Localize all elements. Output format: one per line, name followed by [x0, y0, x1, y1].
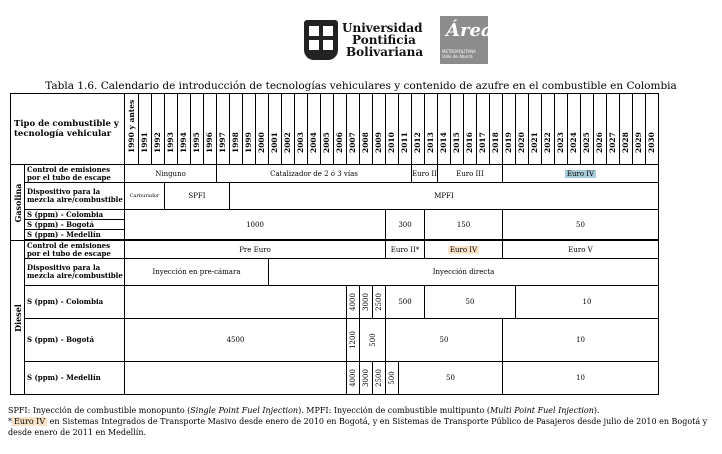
cell: 10 — [503, 319, 659, 362]
diesel-s-colombia-row — [11, 286, 659, 319]
cell: 4000 — [347, 286, 360, 319]
year-header: 2016 — [464, 94, 477, 165]
footnotes — [8, 405, 720, 438]
year-header: 2029 — [633, 94, 646, 165]
cell: Inyección directa — [269, 259, 659, 286]
amva-logo: Área METROPOLITANA Valle de Aburrá — [440, 16, 488, 64]
table-caption: Tabla 1.6. Calendario de introducción de tecnologías vehiculares y contenido de azufre en el combustible en Colombia — [45, 80, 677, 92]
diesel-mezcla-row — [11, 259, 659, 286]
cell: 4500 — [125, 319, 347, 362]
row-label: S (ppm) - Bogotá — [25, 319, 125, 362]
cell: Euro II — [412, 165, 438, 183]
year-header: 2018 — [490, 94, 503, 165]
cell: 300 — [386, 210, 425, 240]
year-header: 2005 — [321, 94, 334, 165]
row-label: S (ppm) - Bogotá — [25, 220, 125, 230]
year-header: 1995 — [191, 94, 204, 165]
cell: Euro II* — [386, 241, 425, 259]
row-label: S (ppm) - Medellín — [25, 362, 125, 395]
row-label: Control de emisiones por el tubo de escape — [25, 165, 125, 183]
year-header: 2024 — [568, 94, 581, 165]
year-header: 2009 — [373, 94, 386, 165]
year-header: 1991 — [139, 94, 152, 165]
cell: Carburador — [125, 183, 165, 210]
year-header: 2022 — [542, 94, 555, 165]
year-header: 2023 — [555, 94, 568, 165]
cell: Euro V — [503, 241, 659, 259]
shield-icon — [304, 20, 338, 60]
vehicle-technology-table — [10, 93, 659, 395]
year-header: 1997 — [217, 94, 230, 165]
year-header: 2028 — [620, 94, 633, 165]
year-header: 2021 — [529, 94, 542, 165]
cell: Euro III — [438, 165, 503, 183]
cell: Ninguno — [125, 165, 217, 183]
cell: 50 — [399, 362, 503, 395]
cell — [125, 362, 347, 395]
year-header: 2003 — [295, 94, 308, 165]
footnote-1: SPFI: Inyección de combustible monopunto (Single Point Fuel Injection). MPFI: Inyección de combustible multipunto (Multi Point Fuel Injection). — [8, 406, 600, 415]
year-header: 2015 — [451, 94, 464, 165]
year-header: 2007 — [347, 94, 360, 165]
cell: Catalizador de 2 ó 3 vías — [217, 165, 412, 183]
year-header: 2030 — [646, 94, 659, 165]
gas-mezcla-row — [11, 183, 659, 210]
row-label: Dispositivo para la mezcla aire/combustible — [25, 183, 125, 210]
year-header: 1996 — [204, 94, 217, 165]
year-header: 2026 — [594, 94, 607, 165]
year-header: 2001 — [269, 94, 282, 165]
year-header: 1993 — [165, 94, 178, 165]
year-header: 2006 — [334, 94, 347, 165]
cell: 3000 — [360, 362, 373, 395]
diesel-s-bogota-row — [11, 319, 659, 362]
cell: 50 — [503, 210, 659, 240]
cell — [125, 286, 347, 319]
year-header: 1999 — [243, 94, 256, 165]
cell: 2500 — [373, 286, 386, 319]
cell: 10 — [516, 286, 659, 319]
year-header-row — [11, 94, 659, 165]
header-cell: Tipo de combustible y tecnología vehicular — [11, 94, 125, 165]
row-label: Dispositivo para la mezcla aire/combustible — [25, 259, 125, 286]
gas-control-row — [11, 165, 659, 183]
year-header: 2012 — [412, 94, 425, 165]
diesel-s-medellin-row — [11, 362, 659, 395]
footnote-2: * Euro IV en Sistemas Integrados de Transporte Masivo desde enero de 2010 en Bogotá, y en Sistemas de Transporte Público de Pasajeros desde julio de 2010 en Bogotá y desde enero de 2011 en Medellín. — [8, 417, 708, 437]
cell: 10 — [503, 362, 659, 395]
cell: Pre Euro — [125, 241, 386, 259]
year-header: 2011 — [399, 94, 412, 165]
cell: 500 — [386, 286, 425, 319]
year-header: 2002 — [282, 94, 295, 165]
row-label: S (ppm) - Colombia — [25, 286, 125, 319]
row-label: S (ppm) - Colombia — [25, 210, 125, 220]
cell: Euro IV — [425, 241, 503, 259]
upb-logo — [300, 16, 435, 64]
cell: Euro IV — [503, 165, 659, 183]
group-label-gasolina: Gasolina — [11, 165, 25, 241]
year-header: 2027 — [607, 94, 620, 165]
upb-name: Universidad Pontificia Bolivariana — [342, 21, 424, 59]
logo-area — [300, 16, 500, 64]
gas-s-colombia-row — [11, 210, 659, 220]
year-header: 2008 — [360, 94, 373, 165]
cell: MPFI — [230, 183, 659, 210]
cell: 3000 — [360, 286, 373, 319]
cell: 50 — [386, 319, 503, 362]
year-header: 2000 — [256, 94, 269, 165]
year-header: 1990 y antes — [125, 94, 139, 165]
year-header: 2017 — [477, 94, 490, 165]
year-header: 1998 — [230, 94, 243, 165]
row-label: S (ppm) - Medellín — [25, 230, 125, 240]
year-header: 2004 — [308, 94, 321, 165]
year-header: 2013 — [425, 94, 438, 165]
cell: 50 — [425, 286, 516, 319]
diesel-control-row — [11, 241, 659, 259]
cell: 1200 — [347, 319, 360, 362]
cell: 500 — [386, 362, 399, 395]
row-label: Control de emisiones por el tubo de escape — [25, 241, 125, 259]
year-header: 2020 — [516, 94, 529, 165]
year-header: 2010 — [386, 94, 399, 165]
year-header: 2025 — [581, 94, 594, 165]
year-header: 2014 — [438, 94, 451, 165]
cell: Inyección en pre-cámara — [125, 259, 269, 286]
year-header: 1992 — [152, 94, 165, 165]
year-header: 2019 — [503, 94, 516, 165]
year-header: 1994 — [178, 94, 191, 165]
group-label-diesel: Diesel — [11, 241, 25, 395]
cell: 2500 — [373, 362, 386, 395]
cell: 150 — [425, 210, 503, 240]
cell: SPFI — [165, 183, 230, 210]
cell: 1000 — [125, 210, 386, 240]
cell: 4000 — [347, 362, 360, 395]
cell: 500 — [360, 319, 386, 362]
